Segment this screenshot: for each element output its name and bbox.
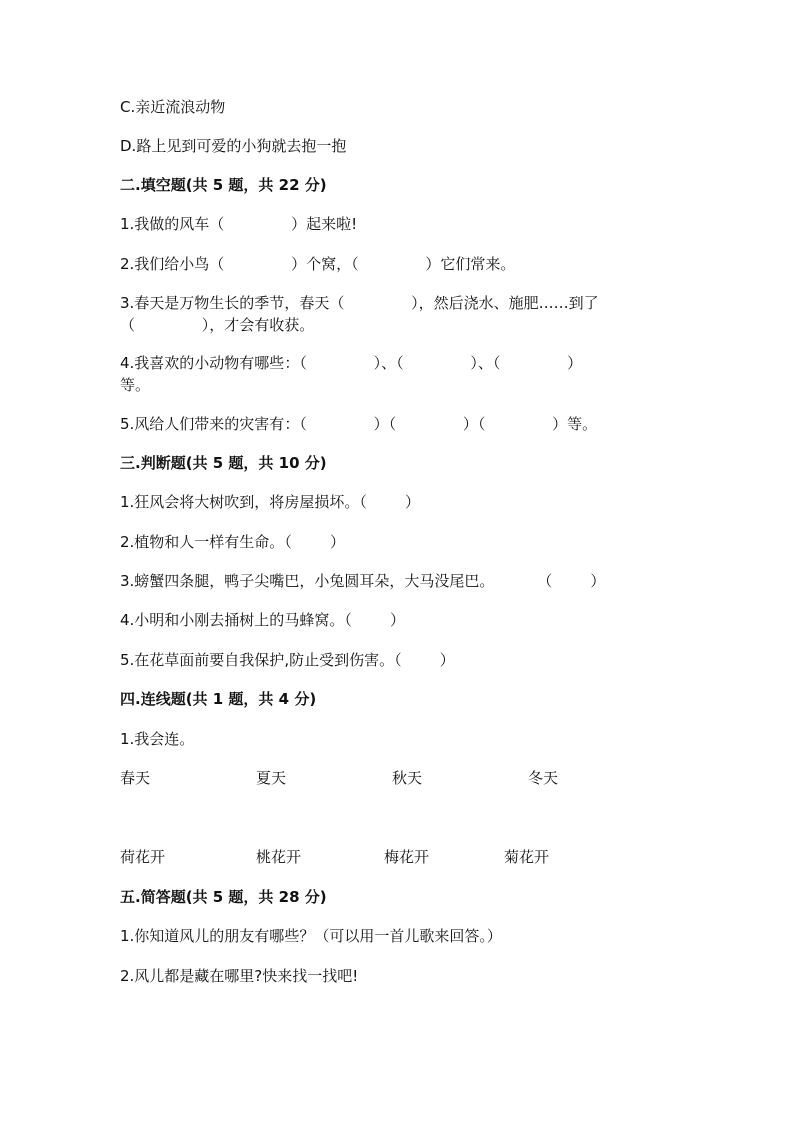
season-word: 冬天 <box>528 769 559 787</box>
flower-word: 梅花开 <box>384 848 430 866</box>
flower-word: 桃花开 <box>256 848 302 866</box>
option-c: C.亲近流浪动物 <box>120 98 226 116</box>
section-judge-heading: 三.判断题(共 5 题，共 10 分) <box>120 454 327 472</box>
section-fill-blank-heading: 二.填空题(共 5 题，共 22 分) <box>120 176 327 194</box>
judge-question-5: 5.在花草面前要自我保护,防止受到伤害。（ ） <box>120 651 455 669</box>
fill-question-1: 1.我做的风车（ ）起来啦! <box>120 215 358 233</box>
judge-question-3: 3.螃蟹四条腿，鸭子尖嘴巴，小兔圆耳朵，大马没尾巴。 （ ） <box>120 572 606 590</box>
season-word: 秋天 <box>392 769 423 787</box>
fill-question-2: 2.我们给小鸟（ ）个窝，（ ）它们常来。 <box>120 255 516 273</box>
short-answer-question-2: 2.风儿都是藏在哪里?快来找一找吧! <box>120 967 359 985</box>
section-short-answer-heading: 五.简答题(共 5 题，共 28 分) <box>120 888 327 906</box>
fill-question-4-line-2: 等。 <box>120 376 151 394</box>
fill-question-5: 5.风给人们带来的灾害有：（ ）（ ）（ ）等。 <box>120 415 598 433</box>
judge-question-2: 2.植物和人一样有生命。（ ） <box>120 533 345 551</box>
flower-word: 荷花开 <box>120 848 166 866</box>
season-word: 春天 <box>120 769 151 787</box>
fill-question-3-line-1: 3.春天是万物生长的季节，春天（ ），然后浇水、施肥……到了 <box>120 294 599 312</box>
option-d: D.路上见到可爱的小狗就去抱一抱 <box>120 137 347 155</box>
short-answer-question-1: 1.你知道风儿的朋友有哪些？（可以用一首儿歌来回答。） <box>120 927 502 945</box>
judge-question-4: 4.小明和小刚去捅树上的马蜂窝。（ ） <box>120 611 405 629</box>
section-matching-heading: 四.连线题(共 1 题，共 4 分) <box>120 690 317 708</box>
flower-word: 菊花开 <box>504 848 550 866</box>
judge-question-1: 1.狂风会将大树吹到，将房屋损坏。（ ） <box>120 493 420 511</box>
fill-question-4-line-1: 4.我喜欢的小动物有哪些：（ ）、（ ）、（ ） <box>120 354 583 372</box>
season-word: 夏天 <box>256 769 287 787</box>
matching-question-1: 1.我会连。 <box>120 730 195 748</box>
fill-question-3-line-2: （ ），才会有收获。 <box>120 316 315 334</box>
